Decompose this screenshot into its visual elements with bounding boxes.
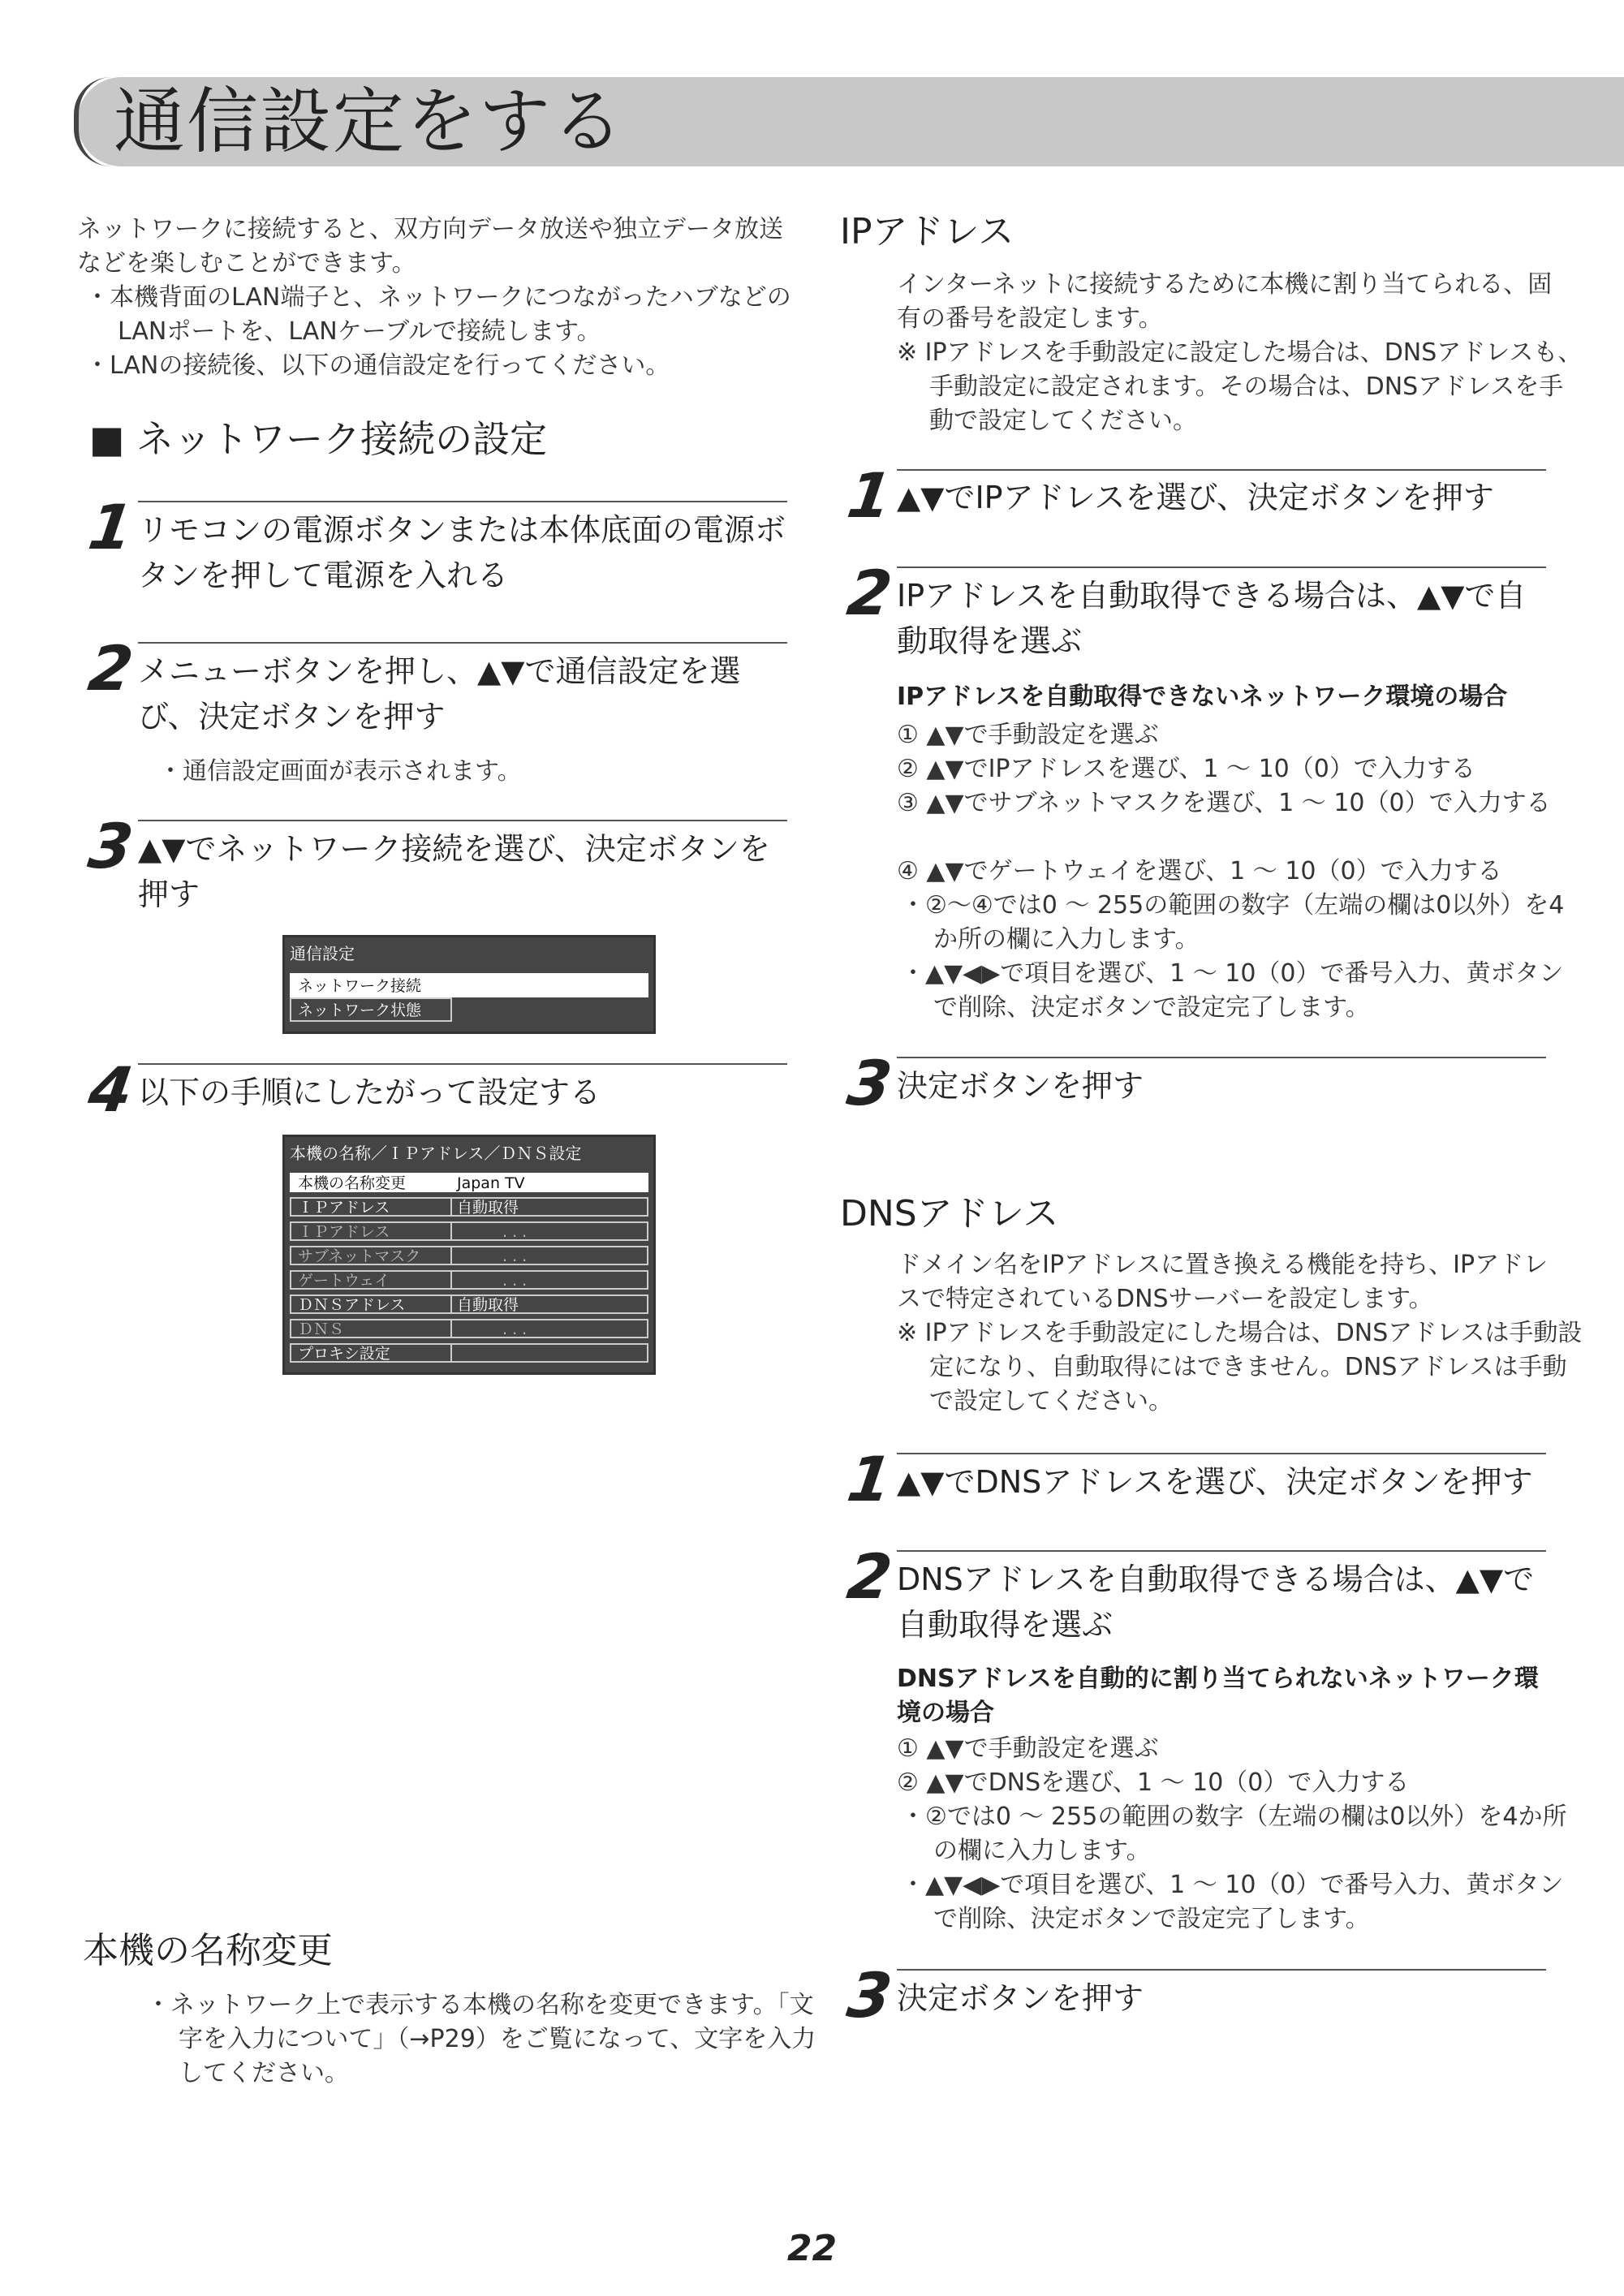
step-text: DNSアドレスを自動取得できる場合は、▲▼で自動取得を選ぶ — [897, 1562, 1535, 1643]
divider — [897, 1453, 1546, 1454]
step-number: 1 — [84, 491, 138, 563]
divider — [897, 1550, 1546, 1552]
ip-sub-bullet: ・▲▼◀▶で項目を選び、1 ～ 10（0）で番号入力、黄ボタンで削除、決定ボタンで設定完了します。 — [901, 959, 1564, 1022]
dns-sub-bullet: ・▲▼◀▶で項目を選び、1 ～ 10（0）で番号入力、黄ボタンで削除、決定ボタンで設定完了します。 — [901, 1871, 1564, 1933]
divider — [138, 1063, 787, 1065]
heading-name-change: 本機の名称変更 — [83, 1930, 333, 1971]
step-text: リモコンの電源ボタンまたは本体底面の電源ボタンを押して電源を入れる — [138, 512, 786, 593]
divider — [897, 1969, 1546, 1971]
step-number: 1 — [842, 459, 897, 532]
intro-bullet-2: ・LANの接続後、以下の通信設定を行ってください。 — [85, 351, 670, 380]
step-number: 4 — [84, 1053, 138, 1126]
settings-row-dns-mode[interactable]: ＤＮＳアドレス 自動取得 — [290, 1294, 648, 1314]
dns-sub-item: ① ▲▼で手動設定を選ぶ — [897, 1734, 1159, 1763]
heading-ip-address: IPアドレス — [840, 211, 1014, 252]
dns-note: ※ IPアドレスを手動設定にした場合は、DNSアドレスは手動設定になり、自動取得にはできません。DNSアドレスは手動で設定してください。 — [897, 1319, 1583, 1415]
divider — [138, 820, 787, 821]
divider — [897, 566, 1546, 568]
step-number: 2 — [842, 557, 897, 629]
step-text: メニューボタンを押し、▲▼で通信設定を選び、決定ボタンを押す — [138, 653, 741, 734]
divider — [138, 501, 787, 502]
ip-sub-heading: IPアドレスを自動取得できないネットワーク環境の場合 — [897, 683, 1508, 711]
settings-row-proxy[interactable]: プロキシ設定 — [290, 1343, 648, 1363]
heading-dns-address: DNSアドレス — [840, 1193, 1059, 1234]
step-text: ▲▼でIPアドレスを選び、決定ボタンを押す — [897, 480, 1494, 515]
screen-header: 通信設定 — [290, 944, 355, 963]
screen-network-settings — [282, 935, 656, 1034]
step-number: 2 — [84, 632, 138, 704]
intro-bullet-1: ・本機背面のLAN端子と、ネットワークにつながったハブなどのLANポートを、LANケーブルで接続します。 — [85, 283, 791, 346]
divider — [897, 1057, 1546, 1058]
settings-row-gateway[interactable]: ゲートウェイ . . . — [290, 1270, 648, 1290]
settings-row-subnet-mask[interactable]: サブネットマスク . . . — [290, 1246, 648, 1265]
step-text: 以下の手順にしたがって設定する — [138, 1075, 601, 1110]
step-text: IPアドレスを自動取得できる場合は、▲▼で自動取得を選ぶ — [897, 578, 1527, 659]
dns-sub-heading: DNSアドレスを自動的に割り当てられないネットワーク環境の場合 — [897, 1665, 1539, 1727]
name-change-bullet: ・ネットワーク上で表示する本機の名称を変更できます。「文字を入力について」（→P29）をご覧になって、文字を入力してください。 — [146, 1991, 816, 2087]
menu-item-network-connection[interactable]: ネットワーク接続 — [290, 973, 648, 997]
step-note: ・通信設定画面が表示されます。 — [158, 757, 522, 786]
settings-row-ip-mode[interactable]: ＩＰアドレス 自動取得 — [290, 1197, 648, 1217]
dns-sub-item: ② ▲▼でDNSを選び、1 ～ 10（0）で入力する — [897, 1768, 1410, 1797]
step-text: 決定ボタンを押す — [897, 1980, 1144, 2016]
screen-ip-dns-settings — [282, 1135, 656, 1375]
step-number: 2 — [842, 1540, 897, 1613]
settings-row-ip-address[interactable]: ＩＰアドレス . . . — [290, 1221, 648, 1241]
divider — [138, 642, 787, 644]
ip-note: ※ IPアドレスを手動設定に設定した場合は、DNSアドレスも、手動設定に設定されます。その場合は、DNSアドレスを手動で設定してください。 — [897, 338, 1583, 435]
ip-description: インターネットに接続するために本機に割り当てられる、固有の番号を設定します。 — [897, 270, 1553, 333]
intro-paragraph: ネットワークに接続すると、双方向データ放送や独立データ放送などを楽しむことができます。 — [77, 215, 783, 278]
ip-sub-item: ③ ▲▼でサブネットマスクを選び、1 ～ 10（0）で入力する — [897, 789, 1551, 817]
dns-sub-bullet: ・②では0 ～ 255の範囲の数字（左端の欄は0以外）を4か所の欄に入力します。 — [901, 1803, 1567, 1865]
menu-item-network-status[interactable]: ネットワーク状態 — [290, 997, 452, 1022]
step-text: ▲▼でネットワーク接続を選び、決定ボタンを押す — [138, 831, 770, 912]
ip-sub-bullet: ・②～④では0 ～ 255の範囲の数字（左端の欄は0以外）を4か所の欄に入力します。 — [901, 891, 1565, 954]
step-number: 1 — [842, 1443, 897, 1515]
step-text: 決定ボタンを押す — [897, 1068, 1144, 1104]
page-title: 通信設定をする — [114, 80, 626, 163]
step-number: 3 — [84, 810, 138, 882]
ip-sub-item: ① ▲▼で手動設定を選ぶ — [897, 721, 1159, 749]
divider — [897, 469, 1546, 471]
settings-row-dns[interactable]: ＤＮＳ . . . — [290, 1319, 648, 1338]
settings-row-device-name[interactable]: 本機の名称変更 Japan TV — [290, 1173, 648, 1192]
step-number: 3 — [842, 1047, 897, 1119]
page-number: 22 — [786, 2228, 838, 2269]
step-number: 3 — [842, 1959, 897, 2031]
step-text: ▲▼でDNSアドレスを選び、決定ボタンを押す — [897, 1464, 1533, 1500]
ip-sub-item: ② ▲▼でIPアドレスを選び、1 ～ 10（0）で入力する — [897, 755, 1475, 783]
screen-header: 本機の名称／ＩＰアドレス／ＤＮＳ設定 — [290, 1144, 582, 1163]
ip-sub-item: ④ ▲▼でゲートウェイを選び、1 ～ 10（0）で入力する — [897, 857, 1502, 885]
section-title-network: ■ ネットワーク接続の設定 — [89, 417, 548, 461]
dns-description: ドメイン名をIPアドレスに置き換える機能を持ち、IPアドレスで特定されているDNSサーバーを設定します。 — [897, 1251, 1549, 1313]
